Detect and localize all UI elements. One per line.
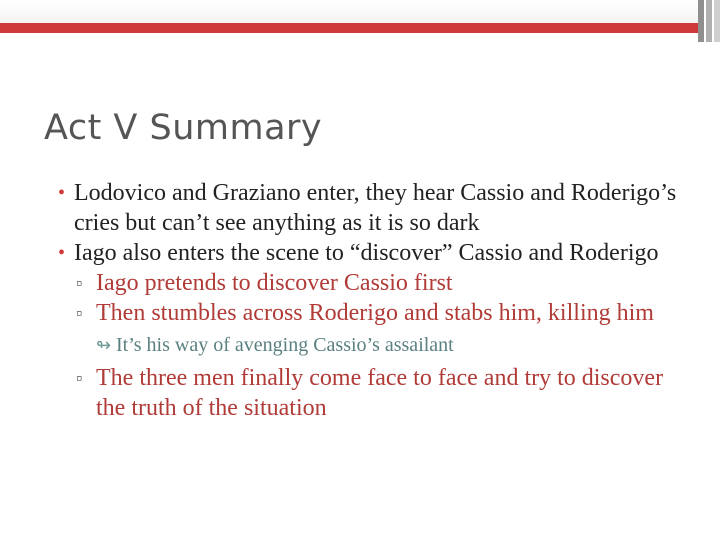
top-accent-bar (0, 23, 698, 33)
sub-bullet-item (28, 268, 688, 298)
corner-decoration (698, 0, 704, 42)
square-bullet-icon: ▫ (76, 303, 83, 323)
bullet-item (28, 178, 688, 238)
sub-sub-bullet-text: It’s his way of avenging Cassio’s assailant (116, 334, 454, 356)
bullet-marker-icon: • (58, 242, 66, 264)
sub-sub-bullet-item (28, 332, 688, 358)
sub-bullet-text: Then stumbles across Roderigo and stabs him, killing him (96, 300, 654, 326)
bullet-item (28, 238, 688, 268)
bullet-marker-icon: • (58, 182, 66, 204)
sub-bullet-item (28, 363, 688, 423)
sub-bullet-text: The three men finally come face to face and try to discover the truth of the situation (96, 365, 664, 421)
bullet-text: Iago also enters the scene to “discover” Cassio and Roderigo (74, 240, 659, 266)
square-bullet-icon: ▫ (76, 368, 83, 388)
slide-body (28, 178, 688, 423)
corner-decoration (706, 0, 712, 42)
sub-bullet-text: Iago pretends to discover Cassio first (96, 270, 453, 296)
slide-title: Act V Summary (44, 108, 323, 148)
top-header-band (0, 0, 698, 23)
sub-bullet-item (28, 298, 688, 328)
square-bullet-icon: ▫ (76, 273, 83, 293)
curved-arrow-bullet-icon: ↬ (96, 335, 112, 355)
corner-decoration (714, 0, 720, 42)
bullet-text: Lodovico and Graziano enter, they hear Cassio and Roderigo’s cries but can’t see anything as it is so dark (74, 180, 677, 236)
